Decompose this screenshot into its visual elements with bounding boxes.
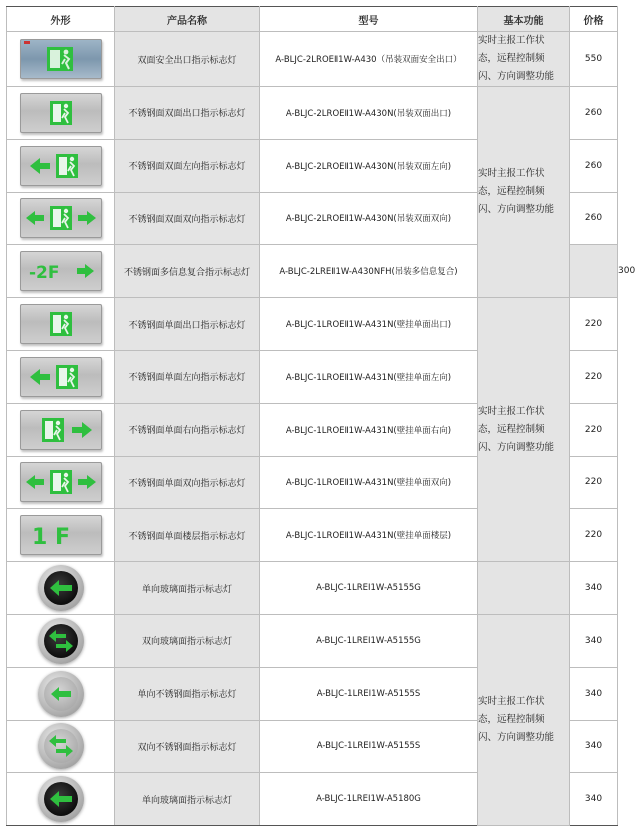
product-price: 340 — [570, 773, 618, 826]
product-model: A-BLJC-1LREⅠ1W-A5180G — [260, 773, 478, 826]
function-line: 实时主报工作状 — [478, 168, 545, 180]
product-name: 不锈钢面单面左向指示标志灯 — [115, 350, 260, 403]
function-line: 闪、方向调整功能 — [478, 71, 555, 82]
product-model: A-BLJC-1LROEⅡ1W-A431N(壁挂单面楼层) — [260, 509, 478, 562]
round-glass-left-arrow-icon — [38, 565, 84, 611]
product-model: A-BLJC-1LREⅠ1W-A5155S — [260, 720, 478, 773]
product-model: A-BLJC-1LROEⅡ1W-A431N(壁挂单面左向) — [260, 350, 478, 403]
function-description — [478, 32, 570, 87]
product-image-cell — [7, 298, 115, 351]
header-product-name: 产品名称 — [115, 7, 260, 32]
product-model: A-BLJC-2LROEⅡ1W-A430N(吊装双面出口) — [260, 87, 478, 140]
product-name: 单向玻璃面指示标志灯 — [115, 773, 260, 826]
product-image-cell — [7, 32, 115, 87]
product-name: 双向玻璃面指示标志灯 — [115, 614, 260, 667]
function-line: 态，远程控制频 — [478, 423, 545, 435]
product-image-cell — [7, 562, 115, 615]
function-line: 态，远程控制频 — [478, 53, 545, 64]
stainless-left-sign-icon — [20, 146, 102, 186]
product-name: 不锈钢面单面右向指示标志灯 — [115, 403, 260, 456]
product-image-cell — [7, 245, 115, 298]
table-row — [7, 298, 618, 351]
product-price: 220 — [570, 509, 618, 562]
product-price: 550 — [570, 32, 618, 87]
product-price: 220 — [570, 298, 618, 351]
product-model: A-BLJC-2LROEⅡ1W-A430N(吊装双面左向) — [260, 139, 478, 192]
stainless-right-sign-icon — [20, 410, 102, 450]
table-header-row — [7, 7, 618, 32]
product-model: A-BLJC-1LREⅠ1W-A5155G — [260, 614, 478, 667]
product-price: 340 — [570, 667, 618, 720]
product-name: 双面安全出口指示标志灯 — [115, 32, 260, 87]
round-steel-left-arrow-icon — [38, 671, 84, 717]
product-image-cell — [7, 720, 115, 773]
header-appearance: 外形 — [7, 7, 115, 32]
stainless-bidirectional-sign-icon — [20, 462, 102, 502]
product-image-cell — [7, 350, 115, 403]
table-row — [7, 614, 618, 667]
product-name: 不锈钢面单面楼层指示标志灯 — [115, 509, 260, 562]
product-name: 不锈钢面单面双向指示标志灯 — [115, 456, 260, 509]
sign-floor-text: 1 F — [31, 525, 70, 551]
stainless-floor-1f-sign-icon — [20, 515, 102, 555]
function-line: 闪、方向调整功能 — [478, 204, 555, 216]
product-image-cell — [7, 192, 115, 245]
header-model: 型号 — [260, 7, 478, 32]
product-model: A-BLJC-1LREⅠ1W-A5155S — [260, 667, 478, 720]
table-row — [7, 32, 618, 87]
product-image-cell — [7, 403, 115, 456]
product-price: 260 — [570, 139, 618, 192]
product-model: A-BLJC-2LROEⅡ1W-A430N(吊装双面双向) — [260, 192, 478, 245]
product-image-cell — [7, 667, 115, 720]
product-image-cell — [7, 509, 115, 562]
product-price: 220 — [570, 456, 618, 509]
product-name: 不锈钢面单面出口指示标志灯 — [115, 298, 260, 351]
product-model: A-BLJC-1LROEⅡ1W-A431N(壁挂单面出口) — [260, 298, 478, 351]
product-price: 260 — [570, 192, 618, 245]
product-model: A-BLJC-2LROEⅡ1W-A430（吊装双面安全出口） — [260, 32, 478, 87]
function-line: 闪、方向调整功能 — [478, 441, 555, 453]
product-price: 340 — [570, 720, 618, 773]
product-spec-table — [6, 6, 635, 826]
product-model: A-BLJC-1LROEⅡ1W-A431N(壁挂单面双向) — [260, 456, 478, 509]
stainless-floor-2f-sign-icon — [20, 251, 102, 291]
function-empty — [570, 245, 618, 298]
function-empty — [478, 562, 570, 615]
product-price: 340 — [570, 562, 618, 615]
function-line: 态，远程控制频 — [478, 186, 545, 198]
stainless-exit-sign-icon — [20, 304, 102, 344]
product-model: A-BLJC-2LREⅡ1W-A430NFH(吊装多信息复合) — [260, 245, 478, 298]
product-image-cell — [7, 87, 115, 140]
sign-floor-text: -2F — [28, 263, 59, 284]
function-description — [478, 614, 570, 825]
product-name: 单向玻璃面指示标志灯 — [115, 562, 260, 615]
function-line: 实时主报工作状 — [478, 35, 545, 46]
header-price: 价格 — [570, 7, 618, 32]
header-function: 基本功能 — [478, 7, 570, 32]
table-row — [7, 562, 618, 615]
product-image-cell — [7, 139, 115, 192]
product-image-cell — [7, 456, 115, 509]
function-line: 态，远程控制频 — [478, 714, 545, 726]
product-image-cell — [7, 773, 115, 826]
product-price: 220 — [570, 350, 618, 403]
round-glass-double-arrow-icon — [38, 618, 84, 664]
product-name: 不锈钢面双面出口指示标志灯 — [115, 87, 260, 140]
round-glass-left-arrow-icon — [38, 776, 84, 822]
product-name: 双向不锈钢面指示标志灯 — [115, 720, 260, 773]
product-image-cell — [7, 614, 115, 667]
function-description — [478, 298, 570, 562]
product-price: 220 — [570, 403, 618, 456]
product-name: 不锈钢面双面左向指示标志灯 — [115, 139, 260, 192]
product-name: 单向不锈钢面指示标志灯 — [115, 667, 260, 720]
round-steel-double-arrow-icon — [38, 723, 84, 769]
stainless-left-sign-icon — [20, 357, 102, 397]
stainless-exit-sign-icon — [20, 93, 102, 133]
product-name: 不锈钢面多信息复合指示标志灯 — [115, 245, 260, 298]
product-model: A-BLJC-1LREⅠ1W-A5155G — [260, 562, 478, 615]
function-description — [478, 87, 570, 298]
stainless-bidirectional-sign-icon — [20, 198, 102, 238]
function-line: 实时主报工作状 — [478, 405, 545, 417]
table-row — [7, 87, 618, 140]
double-sided-exit-sign-icon — [20, 39, 102, 79]
table-row: -2F 不锈钢面多信息复合指示标志灯 A-BLJC-2LREⅡ1W-A430NFH(吊装多信息复合) 300 — [7, 245, 618, 298]
product-model: A-BLJC-1LROEⅡ1W-A431N(壁挂单面右向) — [260, 403, 478, 456]
function-line: 闪、方向调整功能 — [478, 732, 555, 744]
product-price: 340 — [570, 614, 618, 667]
function-line: 实时主报工作状 — [478, 696, 545, 708]
product-name: 不锈钢面双面双向指示标志灯 — [115, 192, 260, 245]
product-price: 260 — [570, 87, 618, 140]
